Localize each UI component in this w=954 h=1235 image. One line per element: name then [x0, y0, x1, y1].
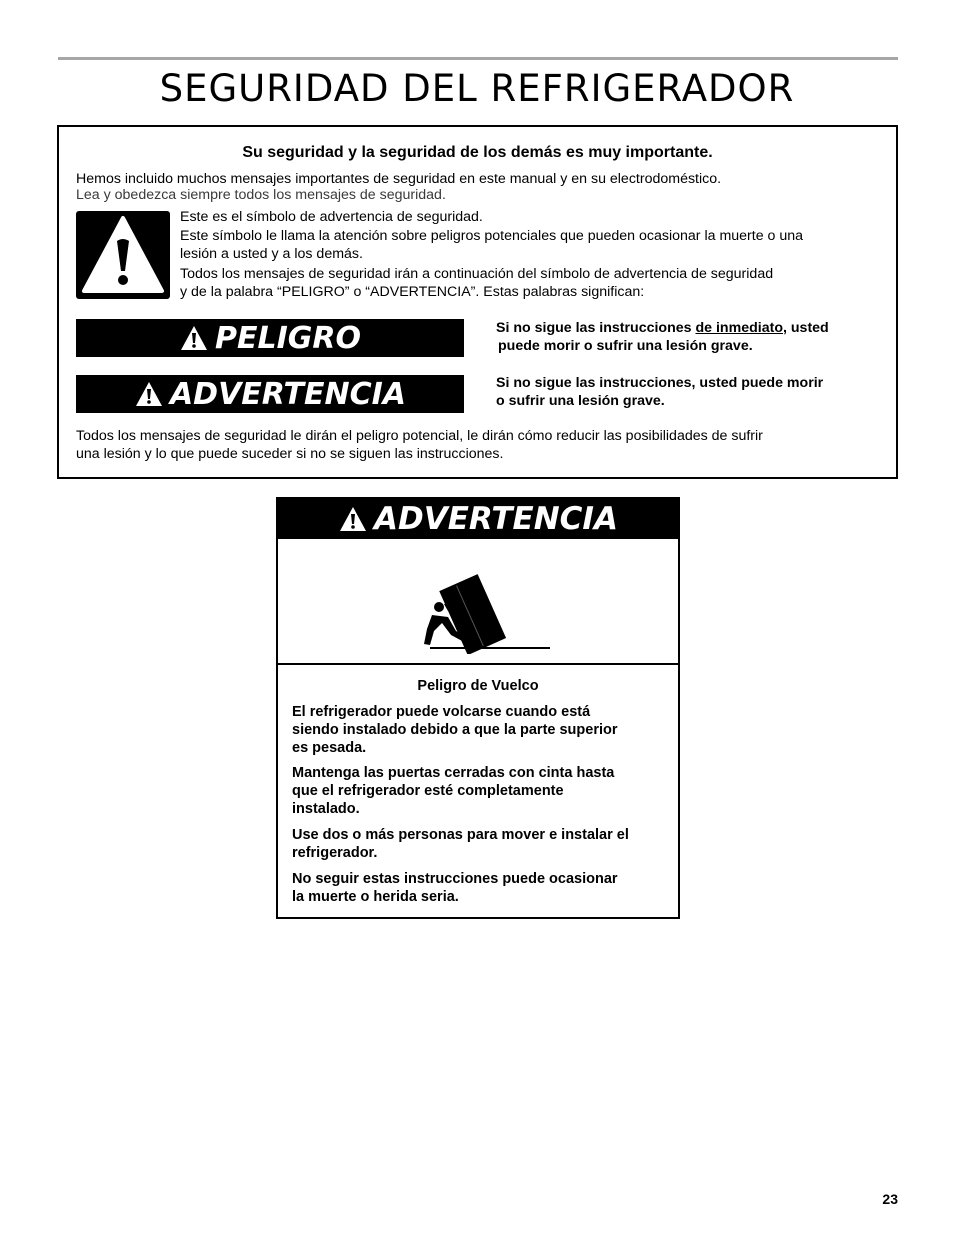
safety-info-box [57, 125, 898, 479]
advertencia-description-line-1: Si no sigue las instrucciones, usted puede morir [496, 375, 824, 391]
page-title: SEGURIDAD DEL REFRIGERADOR [159, 67, 795, 110]
top-rule [58, 57, 898, 60]
advertencia-signal-bar [76, 375, 464, 413]
peligro-desc-underlined: de inmediato [695, 320, 783, 336]
warning-line: la muerte o herida seria. [292, 889, 459, 905]
warning-paragraph-2 [292, 764, 664, 818]
warning-line: instalado. [292, 801, 360, 817]
peligro-signal-bar [76, 319, 464, 357]
peligro-description [496, 319, 886, 337]
symbol-text-3-line-2: y de la palabra “PELIGRO” o “ADVERTENCIA”. Estas palabras significan: [180, 284, 645, 300]
page-number: 23 [882, 1191, 898, 1207]
alert-triangle-icon [338, 505, 368, 533]
warning-line: es pesada. [292, 740, 367, 756]
warning-paragraph-4 [292, 870, 664, 906]
safety-alert-icon [76, 211, 170, 299]
peligro-desc-part-1: Si no sigue las instrucciones [496, 320, 696, 336]
warning-line: El refrigerador puede volcarse cuando está [292, 704, 591, 720]
footer-line-2: una lesión y lo que puede suceder si no se siguen las instrucciones. [76, 446, 504, 462]
warning-paragraph-1 [292, 703, 664, 757]
warning-line: que el refrigerador esté completamente [292, 783, 564, 799]
safety-heading: Su seguridad y la seguridad de los demás es muy importante. [242, 144, 713, 161]
symbol-text-2-line-2: lesión a usted y a los demás. [180, 246, 363, 262]
peligro-desc-part-2: , usted [783, 320, 829, 336]
warning-line: siendo instalado debido a que la parte superior [292, 722, 618, 738]
warning-divider [278, 663, 678, 665]
symbol-text-3-line-1: Todos los mensajes de seguridad irán a continuación del símbolo de advertencia de seguridad [180, 266, 774, 282]
tip-over-hazard-icon [418, 559, 558, 654]
advertencia-label: ADVERTENCIA [169, 376, 407, 412]
symbol-text-2-line-1: Este símbolo le llama la atención sobre peligros potenciales que pueden ocasionar la muerte o una [180, 228, 804, 244]
alert-triangle-icon [179, 324, 209, 352]
warning-header-bar [278, 499, 678, 539]
warning-header-label: ADVERTENCIA [374, 501, 618, 537]
peligro-label: PELIGRO [215, 320, 361, 356]
warning-line: No seguir estas instrucciones puede ocasionar [292, 871, 618, 887]
tip-over-warning-box [276, 497, 680, 919]
hazard-title: Peligro de Vuelco [417, 678, 539, 694]
alert-triangle-icon [134, 380, 164, 408]
advertencia-description-line-2: o sufrir una lesión grave. [496, 393, 665, 409]
warning-paragraph-3 [292, 826, 664, 862]
warning-line: refrigerador. [292, 845, 378, 861]
warning-line: Mantenga las puertas cerradas con cinta hasta [292, 765, 615, 781]
safety-alert-triangle-icon [76, 211, 170, 299]
intro-line-1: Hemos incluido muchos mensajes importantes de seguridad en este manual y en su electrodoméstico. [76, 171, 722, 187]
footer-line-1: Todos los mensajes de seguridad le dirán el peligro potencial, le dirán cómo reducir las posibilidades de sufrir [76, 428, 763, 444]
peligro-description-line-2: puede morir o sufrir una lesión grave. [498, 338, 753, 354]
warning-line: Use dos o más personas para mover e instalar el [292, 827, 629, 843]
symbol-text-1: Este es el símbolo de advertencia de seguridad. [180, 209, 483, 225]
intro-line-2: Lea y obedezca siempre todos los mensajes de seguridad. [76, 187, 446, 203]
